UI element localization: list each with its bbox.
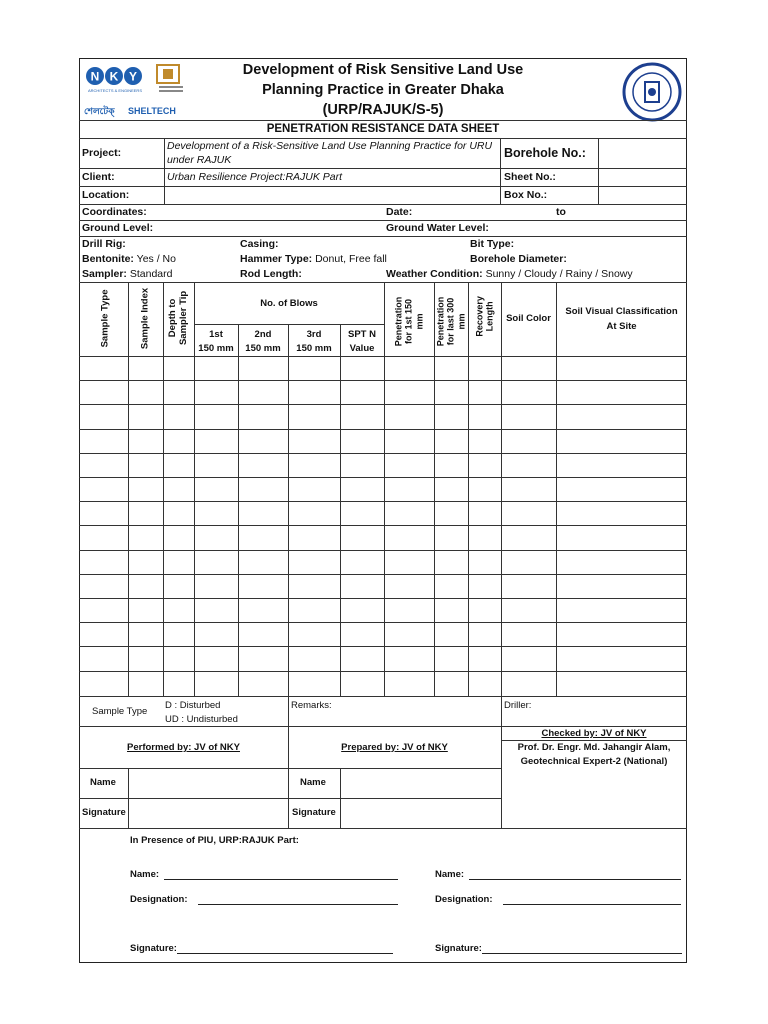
checker-title: Geotechnical Expert-2 (National) <box>520 756 668 767</box>
coordinates-label: Coordinates: <box>82 206 147 218</box>
checker-name: Prof. Dr. Engr. Md. Jahangir Alam, <box>517 742 671 753</box>
table-row-line <box>79 501 687 502</box>
driller-label: Driller: <box>504 700 532 711</box>
bentonite-row: Bentonite: Yes / No <box>82 253 176 265</box>
col-recovery-length: Recovery Length <box>474 296 495 337</box>
legend-disturbed: D : Disturbed <box>165 700 221 711</box>
sampler-row: Sampler: Standard <box>82 268 173 280</box>
weather-row: Weather Condition: Sunny / Cloudy / Rainy / Snowy <box>386 268 633 280</box>
box-no-field[interactable] <box>599 187 686 203</box>
performed-name-label: Name <box>90 777 116 788</box>
piu-name-label-left: Name: <box>130 869 160 880</box>
title-line-1: Development of Risk Sensitive Land Use <box>242 62 524 78</box>
title-line-2: Planning Practice in Greater Dhaka <box>262 82 504 98</box>
table-row-line <box>79 550 687 551</box>
table-row-line <box>79 622 687 623</box>
table-row-line <box>79 574 687 575</box>
prepared-name-field[interactable] <box>341 769 500 797</box>
col-no-of-blows: No. of Blows <box>260 298 318 309</box>
box-no-label: Box No.: <box>504 189 548 201</box>
table-row-line <box>79 477 687 478</box>
col-1st-150: 1st 150 mm <box>198 329 234 354</box>
col-penetration-first-150: Penetration for 1st 150 mm <box>393 296 425 347</box>
title-line-3: (URP/RAJUK/S-5) <box>322 102 444 118</box>
project-value-2: under RAJUK <box>167 154 232 166</box>
piu-designation-line-right[interactable] <box>503 904 681 905</box>
piu-signature-label-left: Signature: <box>130 943 177 954</box>
piu-designation-line-left[interactable] <box>198 904 398 905</box>
bit-type-label: Bit Type: <box>470 238 515 250</box>
checked-by: Checked by: JV of NKY <box>541 728 647 739</box>
performed-signature-field[interactable] <box>129 799 287 827</box>
table-row-line <box>79 598 687 599</box>
sheltech-bangla-logo: শেলটেক্ <box>84 106 115 116</box>
piu-signature-line-right[interactable] <box>482 953 682 954</box>
ground-water-label: Ground Water Level: <box>386 222 489 234</box>
piu-name-line-right[interactable] <box>469 879 681 880</box>
borehole-no-label: Borehole No.: <box>504 146 586 160</box>
piu-signature-label-right: Signature: <box>435 943 482 954</box>
hammer-row: Hammer Type: Donut, Free fall <box>240 253 387 265</box>
piu-name-line-left[interactable] <box>164 879 398 880</box>
legend-undisturbed: UD : Undisturbed <box>165 714 238 725</box>
date-to-label: to <box>556 206 566 218</box>
sheet-no-label: Sheet No.: <box>504 171 556 183</box>
presence-heading: In Presence of PIU, URP:RAJUK Part: <box>130 835 299 846</box>
location-field[interactable] <box>165 187 499 203</box>
col-depth-to-sampler-tip: Depth to Sampler Tip <box>167 290 189 346</box>
col-sample-type: Sample Type <box>99 289 111 348</box>
performed-name-field[interactable] <box>129 769 287 797</box>
table-row-line <box>79 429 687 430</box>
performed-signature-label: Signature <box>82 807 126 818</box>
prepared-signature-field[interactable] <box>341 799 500 827</box>
table-row-line <box>79 404 687 405</box>
project-label: Project: <box>82 147 122 159</box>
piu-signature-line-left[interactable] <box>177 953 393 954</box>
prepared-signature-label: Signature <box>292 807 336 818</box>
drill-rig-label: Drill Rig: <box>82 238 126 250</box>
table-row-line <box>79 646 687 647</box>
project-value-1: Development of a Risk-Sensitive Land Use Planning Practice for URU <box>167 140 493 152</box>
table-row-line <box>79 380 687 381</box>
client-label: Client: <box>82 171 115 183</box>
col-soil-visual-classification: Soil Visual Classification At Site <box>565 306 678 332</box>
col-soil-color: Soil Color <box>506 313 551 324</box>
remarks-label: Remarks: <box>291 700 332 711</box>
prepared-name-label: Name <box>300 777 326 788</box>
sample-type-legend-label: Sample Type <box>92 706 148 717</box>
col-sample-index: Sample Index <box>139 287 151 350</box>
table-row-line <box>79 525 687 526</box>
sheltech-logo: SHELTECH <box>128 106 176 116</box>
prepared-by: Prepared by: JV of NKY <box>341 742 448 753</box>
svg-text:Y: Y <box>128 69 138 84</box>
client-value: Urban Resilience Project:RAJUK Part <box>167 171 343 183</box>
col-3rd-150: 3rd 150 mm <box>296 329 332 354</box>
table-row-line <box>79 453 687 454</box>
svg-text:N: N <box>90 69 100 84</box>
date-label: Date: <box>386 206 413 218</box>
borehole-diameter-label: Borehole Diameter: <box>470 253 567 265</box>
piu-designation-label-left: Designation: <box>130 894 188 905</box>
location-label: Location: <box>82 189 130 201</box>
table-row-line <box>79 671 687 672</box>
svg-text:ARCHITECTS & ENGINEERS: ARCHITECTS & ENGINEERS <box>87 88 143 93</box>
ground-level-label: Ground Level: <box>82 222 154 234</box>
svg-text:K: K <box>109 69 119 84</box>
casing-label: Casing: <box>240 238 279 250</box>
col-penetration-last-300: Penetration for last 300 mm <box>435 296 467 347</box>
sheet-title: PENETRATION RESISTANCE DATA SHEET <box>266 123 500 135</box>
col-2nd-150: 2nd 150 mm <box>245 329 281 354</box>
sheet-no-field[interactable] <box>599 169 686 185</box>
borehole-no-field[interactable] <box>599 139 686 167</box>
piu-name-label-right: Name: <box>435 869 465 880</box>
performed-by: Performed by: JV of NKY <box>127 742 240 753</box>
col-spt-n-value: SPT N Value <box>348 329 376 354</box>
piu-designation-label-right: Designation: <box>435 894 493 905</box>
rod-length-label: Rod Length: <box>240 268 302 280</box>
